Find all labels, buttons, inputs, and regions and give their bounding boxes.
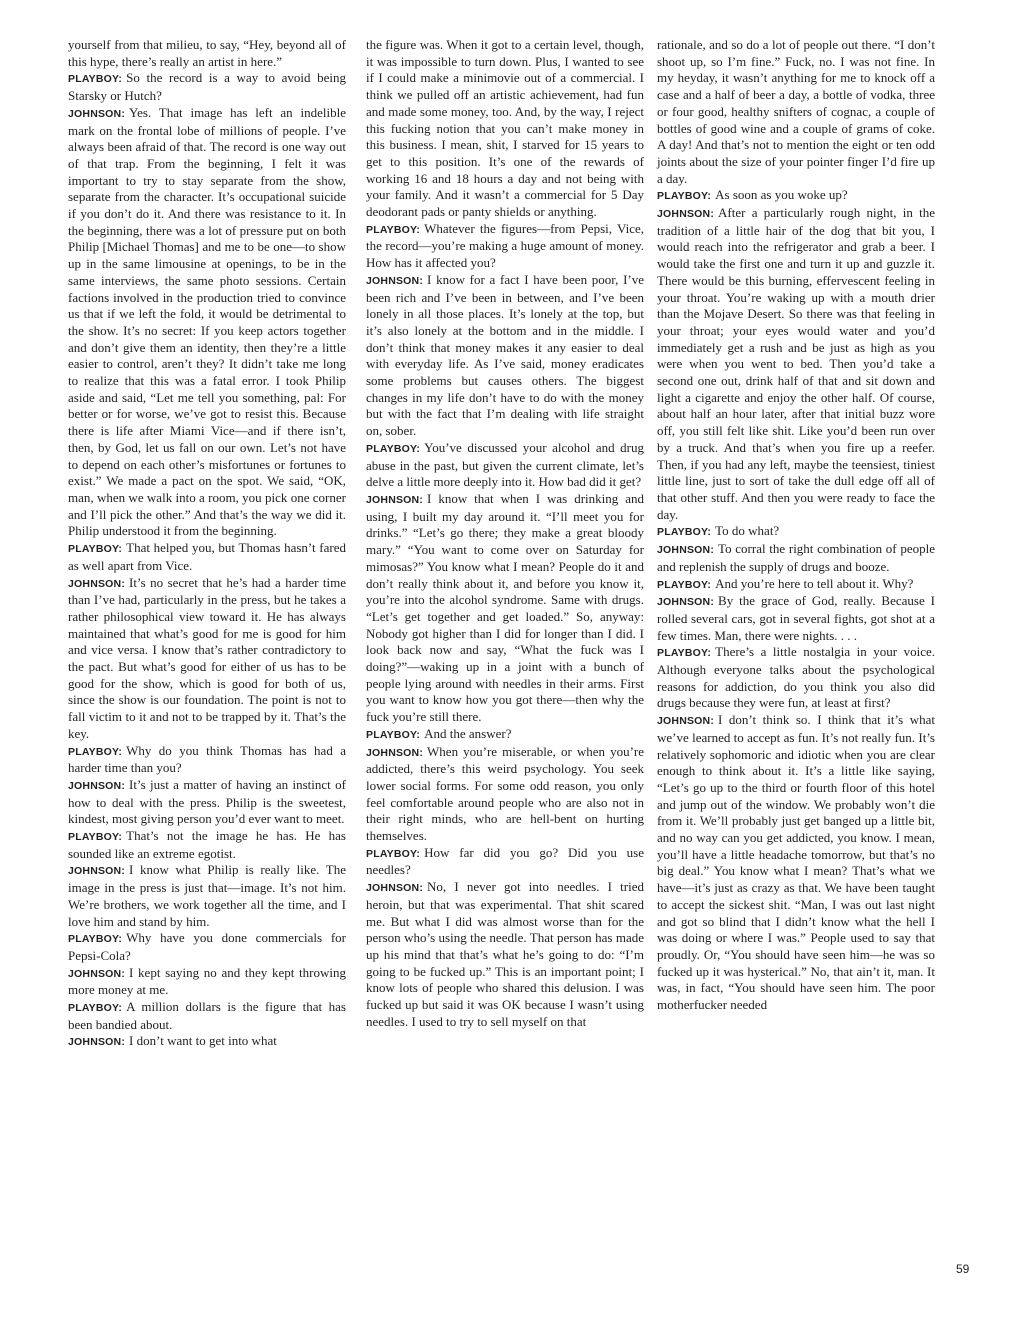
paragraph-text: I know that when I was drinking and using, I built my day around it. “I’ll meet you for drinks.” “Let’s go there; they make a great bloody mary.” “You want to come over on Saturday for mimosas?” You know what I mean? People do it and don’t really think about it, and before you know it, you’re into the alcohol syndrome. Same with drugs. “Let’s get together and get loaded.” So, anyway: Nobody got higher than I did for longer than I did. I look back now and say, “What the fuck was I doing?”—waking up in a joint with a bunch of people lying around with needles in their arms. First you want to know how you got there—then why the fuck you’re still there. [366,490,644,725]
interview-paragraph [68,1033,346,1051]
interview-paragraph [68,965,346,999]
paragraph-text: And you’re here to tell about it. Why? [715,575,914,591]
interview-paragraph [366,879,644,1030]
paragraph-text: When you’re miserable, or when you’re addicted, there’s this weird psychology. You seek lower social forms. For some odd reason, you only feel comfortable around people who are also not in their right minds, who are hell-bent on hurting themselves. [366,743,644,844]
interview-paragraph [366,37,644,221]
speaker-label: JOHNSON: [68,107,126,120]
paragraph-text: I kept saying no and they kept throwing more money at me. [68,964,346,998]
speaker-label: PLAYBOY: [366,728,421,741]
paragraph-text: By the grace of God, really. Because I rolled several cars, got in several fights, got shot at a few times. Man, there were nights. . . . [657,593,935,643]
interview-paragraph [366,845,644,879]
interview-paragraph [366,221,644,272]
interview-paragraph [366,272,644,440]
paragraph-text: To corral the right combination of people and replenish the supply of drugs and booze. [657,541,935,574]
paragraph-text: That’s not the image he has. He has sounded like an extreme egotist. [68,828,346,861]
speaker-label: PLAYBOY: [366,847,421,860]
speaker-label: PLAYBOY: [68,745,123,758]
interview-paragraph [657,523,935,541]
speaker-label: JOHNSON: [657,715,715,728]
speaker-label: PLAYBOY: [657,526,712,539]
interview-paragraph [68,70,346,104]
paragraph-text: There’s a little nostalgia in your voice. Although everyone talks about the psychological reasons for addiction, do you think you also did drugs because they were fun, at least at first? [657,644,935,711]
speaker-label: PLAYBOY: [68,831,123,844]
interview-paragraph [68,862,346,930]
interview-paragraph [68,743,346,777]
interview-paragraph [657,576,935,594]
paragraph-text: Whatever the figures—from Pepsi, Vice, the record—you’re making a huge amount of money. How has it affected you? [366,220,644,271]
paragraph-text: To do what? [715,523,780,539]
speaker-label: PLAYBOY: [68,73,123,86]
speaker-label: PLAYBOY: [366,223,421,236]
interview-paragraph [68,999,346,1033]
interview-paragraph [68,540,346,574]
speaker-label: JOHNSON: [366,882,424,895]
paragraph-text: rationale, and so do a lot of people out there. “I don’t shoot up, so I’m fine.” Fuck, no. I was not fine. In my heyday, it wasn’t anything for me to knock off a case and a half of beer a day, a bottle of vodka, three or four good, healthy snifters of cognac, a couple of bottles of good wine and a couple of grams of coke. A day! And that’s not to mention the eight or ten odd joints about the size of your pointer finger I’d fire up a day. [657,37,935,186]
paragraph-text: No, I never got into needles. I tried heroin, but that was experimental. That shit scared me. But what I did was almost worse than for the person who’s using the needle. That person has made up his mind that that’s what he’s going to do: “I’m going to be fucked up.” This is an important point; I know lots of people who shared this delusion. I was fucked up but said it was OK because I wasn’t using needles. I used to try to sell myself on that [366,879,644,1029]
paragraph-text: yourself from that milieu, to say, “Hey, beyond all of this hype, there’s really an artist in here.” [68,37,346,69]
speaker-label: PLAYBOY: [68,933,123,946]
speaker-label: PLAYBOY: [68,543,123,556]
interview-paragraph [657,187,935,205]
speaker-label: JOHNSON: [68,967,126,980]
interview-paragraph [68,930,346,964]
paragraph-text: It’s no secret that he’s had a harder time than I’ve had, particularly in the press, but he takes a rather philosophical view toward it. He has always maintained that what’s good for me is good for him and vice versa. I know that’s rather contradictory to the pact. But what’s good for either of us has to be good for the show, which is good for both of us, since the show is our foundation. The point is not to fall victim to it and not to be trapped by it. That’s the key. [68,574,346,741]
interview-paragraph [68,575,346,743]
interview-paragraph [657,37,935,187]
paragraph-text: You’ve discussed your alcohol and drug abuse in the past, but given the current climate, let’s delve a little more deeply into it. How bad did it get? [366,439,644,490]
paragraph-text: A million dollars is the figure that has been bandied about. [68,999,346,1032]
speaker-label: JOHNSON: [68,577,126,590]
paragraph-text: I don’t want to get into what [129,1033,277,1049]
paragraph-text: As soon as you woke up? [715,187,848,203]
paragraph-text: It’s just a matter of having an instinct of how to deal with the press. Philip is the sweetest, kindest, most giving person you’d ever want to meet. [68,776,346,827]
paragraph-text: Why do you think Thomas has had a harder time than you? [68,742,346,776]
speaker-label: PLAYBOY: [657,647,712,660]
speaker-label: JOHNSON: [68,1036,126,1049]
paragraph-text: I know for a fact I have been poor, I’ve been rich and I’ve been in between, and I’ve been lonely in all those places. It’s lonely at the top, but it’s also lonely at the bottom and in the middle. I don’t think that money makes it any easier to deal with everyday life. As I’ve said, money eradicates some problems but causes others. The biggest changes in my life don’t have to do with the money but with the fact that I’m dealing with life straight on, sober. [366,271,644,439]
speaker-label: PLAYBOY: [657,578,712,591]
paragraph-text: I know what Philip is really like. The image in the press is just that—image. It’s not him. We’re brothers, we work together all the time, and I love him and stand by him. [68,862,346,929]
interview-paragraph [657,593,935,644]
paragraph-text: Why have you done commercials for Pepsi-Cola? [68,930,346,963]
interview-paragraph [68,105,346,540]
paragraph-text: How far did you go? Did you use needles? [366,844,644,878]
paragraph-text: Yes. That image has left an indelible mark on the frontal lobe of millions of people. I’ve always been afraid of that. The record is one way out of that trap. From the beginning, I felt it was important to try to stay separate from the show, separate from the character. It’s occupational suicide if you don’t do it. And there was resistance to it. In the beginning, there was a lot of pressure put on both Philip [Michael Thomas] and me to be one—to show up in the same limousine at openings, to be in the same interviews, the same photo sessions. Certain factions involved in the production tried to convince us that if we left the fold, it would be detrimental to the show. It’s no secret: If you keep actors together and don’t give them an identity, then they’re a little easier to control, aren’t they? It didn’t take me long to realize that this was a fatal error. I took Philip aside and said, “Let me tell you something, pal: For better or for worse, we’ve got to resist this. Because there is life after Miami Vice—and if there isn’t, then, by God, let us fall on our own. Let’s not have to depend on each other’s misfortunes or fortunes to exist.” We made a pact on the spot. We said, “OK, man, when we walk into a room, you pick one corner and I’ll pick the other.” And that’s the way we did it. Philip understood it from the beginning. [68,104,346,539]
paragraph-text: I don’t think so. I think that it’s what we’ve learned to accept as fun. It’s not really fun. It’s relatively sophomoric and idiotic when you are clear enough to think about it. It’s a little like saying, “Let’s go up to the third or fourth floor of this hotel and jump out of the window. We probably won’t die from it. We’ll probably just get banged up a little bit, and no way can you get addicted, you know. I mean, you’ll have a little headache tomorrow, but that’s no big deal.” You know what I mean? That’s what we have—it’s just as crazy as that. We have been taught to accept the sickest shit. “Man, I was out last night and got so blind that I didn’t know what the hell I was doing or where I was.” People used to say that proudly. Or, “You should have seen him—he was so fucked up it was hysterical.” No, that ain’t it, man. It was, in fact, “You should have seen him. The poor motherfucker needed [657,712,935,1013]
speaker-label: PLAYBOY: [657,190,712,203]
speaker-label: PLAYBOY: [68,1002,123,1015]
text-column-left [68,37,346,1051]
paragraph-text: That helped you, but Thomas hasn’t fared as well apart from Vice. [68,540,346,573]
speaker-label: JOHNSON: [366,746,424,759]
text-column-right [657,37,935,1014]
speaker-label: JOHNSON: [68,865,126,878]
interview-paragraph [366,744,644,845]
interview-paragraph [366,491,644,726]
paragraph-text: So the record is a way to avoid being Starsky or Hutch? [68,70,346,104]
paragraph-text: And the answer? [424,725,512,741]
interview-paragraph [657,541,935,575]
interview-paragraph [366,440,644,491]
speaker-label: JOHNSON: [366,493,424,506]
speaker-label: PLAYBOY: [366,442,421,455]
interview-paragraph [366,726,644,744]
interview-paragraph [68,777,346,828]
interview-paragraph [657,712,935,1014]
interview-paragraph [68,37,346,70]
interview-paragraph [68,828,346,862]
speaker-label: JOHNSON: [657,596,715,609]
paragraph-text: After a particularly rough night, in the tradition of a little hair of the dog that bit you, I would reach into the refrigerator and grab a beer. I would take the first one and turn it up and guzzle it. There would be this burning, effervescent feeling in your throat. You’re waking up with a mouth drier than the Mojave Desert. So there was that feeling in your throat; your eyes would water and you’d immediately get a rush and be just as high as you were when you went to bed. Then you’d take a second one out, drink half of that and sit down and light a cigarette and enjoy the other half. Of course, about half an hour later, after that initial buzz wore off, you still felt like shit. Like you’d been run over by a truck. And that’s when you fire up a reefer. Then, if you had any left, maybe the teensiest, tiniest little line, just to sort of take the dull edge off all of that other stuff. And then you were ready to face the day. [657,205,935,522]
text-column-middle [366,37,644,1030]
speaker-label: JOHNSON: [657,208,715,221]
interview-paragraph [657,205,935,523]
speaker-label: JOHNSON: [366,274,424,287]
speaker-label: JOHNSON: [657,544,715,557]
page-number: 59 [956,1262,970,1276]
interview-paragraph [657,644,935,712]
speaker-label: JOHNSON: [68,779,126,792]
paragraph-text: the figure was. When it got to a certain level, though, it was impossible to turn down. Plus, I wanted to see if I could make a minimovie out of a commercial. I think we pulled off an artistic achievement, had fun and made some money, too. And, by the way, I reject this fucking notion that you can’t make money in this business. I mean, shit, I starved for 15 years to get to this position. It’s one of the rewards of working 16 and 18 hours a day and not being with your family. And it wasn’t a commercial for 5 Day deodorant pads or panty shields or anything. [366,37,644,220]
